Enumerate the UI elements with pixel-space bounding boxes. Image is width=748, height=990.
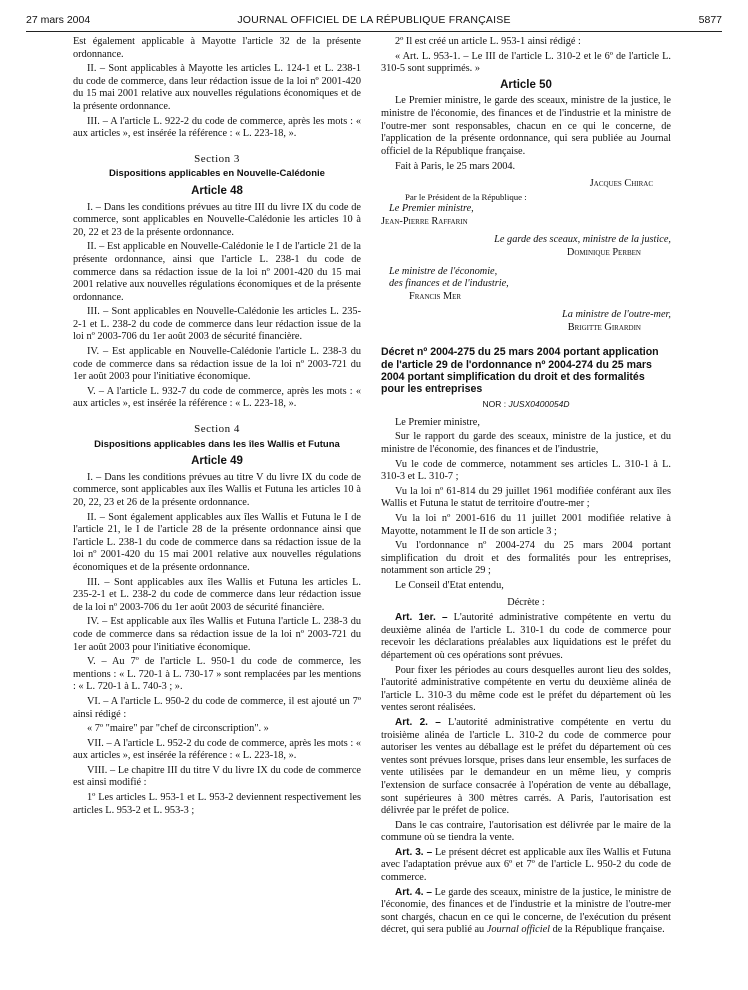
paragraph: Vu l'ordonnance nº 2004-274 du 25 mars 2004 portant simplification du droit et des formalités pour les entreprises, notamment son article 29 ; bbox=[381, 540, 671, 577]
paragraph: Vu la loi nº 2001-616 du 11 juillet 2001 modifiée relative à Mayotte, notamment le II de son article 3 ; bbox=[381, 513, 671, 537]
nor-code: JUSX0400054D bbox=[508, 399, 570, 410]
nor-label: NOR : bbox=[482, 399, 507, 410]
paragraph: VIII. – Le chapitre III du titre V du livre IX du code de commerce est ainsi modifié : bbox=[73, 764, 361, 789]
paragraph: 1º Les articles L. 953-1 et L. 953-2 deviennent respectivement les articles L. 953-2 et L. 953-3 ; bbox=[73, 792, 361, 816]
paragraph: 2º Il est créé un article L. 953-1 ainsi rédigé : bbox=[395, 36, 581, 47]
journal-title: JOURNAL OFFICIEL DE LA RÉPUBLIQUE FRANÇAISE bbox=[237, 14, 511, 26]
right-column bbox=[381, 36, 671, 939]
decree-title: Décret nº 2004-275 du 25 mars 2004 portant application de l'article 29 de l'ordonnance nº 2004-274 du 25 mars 2004 portant simplification du droit et des formalités pour les entreprises bbox=[381, 346, 659, 396]
section-title: Dispositions applicables en Nouvelle-Calédonie bbox=[109, 168, 325, 180]
paragraph: IV. – Est applicable en Nouvelle-Calédonie l'article L. 238-3 du code de commerce dans sa rédaction issue de la loi nº 2003-721 du 1er août 2003 pour l'initiative économique. bbox=[73, 346, 361, 383]
paragraph: Dans le cas contraire, l'autorisation est délivrée par le maire de la commune où se tiendra la vente. bbox=[381, 819, 671, 844]
signatory-name: Francis Mer bbox=[409, 290, 462, 302]
signatory-title: La ministre de l'outre-mer, bbox=[562, 309, 671, 321]
decrete-heading: Décrète : bbox=[507, 596, 545, 608]
article-paragraph bbox=[381, 717, 671, 818]
article-paragraph bbox=[381, 612, 671, 662]
journal-officiel-italic: Journal officiel bbox=[486, 924, 550, 936]
article-text: L'autorité administrative compétente en vertu du troisième alinéa de l'article L. 310-2 du code de commerce pour autoriser les ventes au déballage est le préfet du département où ces ventes sont prévues lorsque, prises dans leur ensemble, les surfaces de vente utilisées par le demandeur en un même lieu, y compris l'extension de surface consacrée à l'opération de vente au déballage, sont supérieures à 300 mètres carrés. A Paris, l'autorisation est délivrée par le préfet de police. bbox=[381, 716, 672, 817]
article-text: Le garde des sceaux, ministre de la justice, le ministre de l'économie, des finances et de l'industrie et la ministre de l'outre-mer sont chargés, chacun en ce qui le concerne, de l'exécution du présent décret, qui sera publié au bbox=[381, 886, 672, 936]
paragraph: Le Premier ministre, le garde des sceaux, ministre de la justice, le ministre de l'économie, des finances et de l'industrie et la ministre de l'outre-mer sont responsables, chacun en ce qui le concerne, de l'application de la présente ordonnance, qui sera publiée au Journal officiel de la République française. bbox=[381, 95, 671, 157]
signatory-name: Brigitte Girardin bbox=[567, 321, 641, 333]
paragraph: « 7º "maire" par "chef de circonscription". » bbox=[87, 723, 269, 735]
article-text: L'autorité administrative compétente en vertu du deuxième alinéa de l'article L. 310-1 du code de commerce pour recevoir les déclarations préalables aux liquidations est le préfet du département où ces opérations sont prévues. bbox=[381, 612, 672, 661]
paragraph: II. – Est applicable en Nouvelle-Calédonie le I de l'article 21 de la présente ordonnance, ainsi que l'article L. 238-1 du code de commerce dans sa rédaction issue de la loi nº 2001-420 du 15 mai 2001 relative aux nouvelles régulations économiques et de la présente ordonnance. bbox=[73, 241, 361, 303]
left-column bbox=[73, 36, 361, 819]
header-date: 27 mars 2004 bbox=[26, 14, 91, 26]
signatory-title: Le ministre de l'économie, bbox=[389, 265, 498, 277]
paragraph: II. – Sont également applicables aux îles Wallis et Futuna le I de l'article 21, le I de l'article 28 de la présente ordonnance ainsi que l'article L. 238-1 du code de commerce dans sa rédaction issue de la loi nº 2001-420 du 15 mai 2001 relative aux nouvelles régulations économiques et de la présente ordonnance. bbox=[73, 511, 361, 573]
page-number: 5877 bbox=[698, 14, 722, 26]
article-paragraph bbox=[381, 847, 671, 885]
paragraph: III. – Sont applicables aux îles Wallis et Futuna les articles L. 235-2-1 et L. 238-2 du code de commerce dans leur rédaction issue de la loi nº 2003-706 du 1er août 2003 de sécurité financière. bbox=[73, 576, 361, 613]
paragraph: Le Premier ministre, bbox=[395, 416, 480, 428]
paragraph: I. – Dans les conditions prévues au titre V du livre IX du code de commerce, sont applicables aux îles Wallis et Futuna les articles 10 à 20, 22, 23 et 26 de la présente ordonnance. bbox=[73, 471, 361, 508]
paragraph: Vu la loi nº 61-814 du 29 juillet 1961 modifiée conférant aux îles Wallis et Futuna le statut de territoire d'outre-mer ; bbox=[381, 485, 671, 510]
page-header bbox=[26, 14, 722, 30]
paragraph: VII. – A l'article L. 952-2 du code de commerce, après les mots : « aux articles », est insérée la référence : « L. 223-18, ». bbox=[73, 737, 361, 762]
article-label: Art. 2. – bbox=[395, 716, 441, 728]
signature-date: Fait à Paris, le 25 mars 2004. bbox=[395, 161, 516, 173]
paragraph: V. – Au 7º de l'article L. 950-1 du code de commerce, les mentions : « L. 720-1 à L. 730-17 » sont remplacées par les mentions : « L. 720-1 à L. 740-3 ; ». bbox=[73, 656, 361, 693]
article-heading: Article 50 bbox=[500, 78, 552, 91]
paragraph: Sur le rapport du garde des sceaux, ministre de la justice, et du ministre de l'économie, des finances et de l'industrie, bbox=[381, 431, 671, 456]
article-heading: Article 48 bbox=[191, 184, 243, 197]
paragraph: VI. – A l'article L. 950-2 du code de commerce, il est ajouté un 7º ainsi rédigé : bbox=[73, 695, 361, 720]
article-text: Le présent décret est applicable aux îles Wallis et Futuna avec l'adaptation prévue aux 6º et 7º de l'article L. 950-2 du code de commerce. bbox=[381, 846, 671, 884]
article-label: Art. 1er. – bbox=[395, 612, 448, 624]
paragraph: IV. – Est applicable aux îles Wallis et Futuna l'article L. 238-3 du code de commerce dans sa rédaction issue de la loi nº 2003-721 du 1er août 2003 pour l'initiative économique. bbox=[73, 616, 361, 653]
section-title: Dispositions applicables dans les îles Wallis et Futuna bbox=[94, 438, 340, 450]
section-label: Section 3 bbox=[194, 152, 240, 165]
section-label: Section 4 bbox=[194, 423, 240, 436]
paragraph: II. – Sont applicables à Mayotte les articles L. 124-1 et L. 238-1 du code de commerce, dans leur rédaction issue de la loi nº 2001-420 du 15 mai 2001 relative aux nouvelles régulations économiques et de la présente ordonnance. bbox=[73, 63, 361, 112]
nor-reference bbox=[381, 398, 671, 411]
article-heading: Article 49 bbox=[191, 455, 243, 468]
signatory-title: Le garde des sceaux, ministre de la justice, bbox=[494, 234, 671, 246]
paragraph: « Art. L. 953-1. – Le III de l'article L. 310-2 et le 6º de l'article L. 310-5 sont supprimés. » bbox=[381, 50, 671, 75]
paragraph: Pour fixer les périodes au cours desquelles auront lieu des soldes, l'autorité administrative compétente en vertu du deuxième alinéa de l'article L. 310-3 du même code est le préfet du département où les ventes seront réalisées. bbox=[381, 664, 671, 714]
signatory-title: des finances et de l'industrie, bbox=[389, 278, 509, 290]
paragraph: Est également applicable à Mayotte l'article 32 de la présente ordonnance. bbox=[73, 36, 361, 60]
signatory-name: Dominique Perben bbox=[566, 246, 641, 258]
signatory-title: Le Premier ministre, bbox=[389, 203, 474, 215]
header-rule bbox=[26, 31, 722, 32]
paragraph: III. – A l'article L. 922-2 du code de commerce, après les mots : « aux articles », est insérée la référence : « L. 223-18, ». bbox=[73, 115, 361, 140]
president-name: Jacques Chirac bbox=[589, 177, 653, 189]
article-label: Art. 3. – bbox=[395, 846, 433, 858]
paragraph: V. – A l'article L. 932-7 du code de commerce, après les mots : « aux articles », est insérée la référence : « L. 223-18, ». bbox=[73, 385, 361, 410]
president-mention: Par le Président de la République : bbox=[405, 191, 527, 202]
article-label: Art. 4. – bbox=[395, 886, 432, 898]
article-paragraph bbox=[381, 887, 671, 937]
article-text: de la République française. bbox=[552, 924, 665, 936]
signatory-name: Jean-Pierre Raffarin bbox=[381, 215, 468, 227]
paragraph: III. – Sont applicables en Nouvelle-Calédonie les articles L. 235-2-1 et L. 238-2 du code de commerce dans leur rédaction issue de la loi nº 2003-706 du 1er août 2003 de sécurité financière. bbox=[73, 306, 361, 343]
paragraph: I. – Dans les conditions prévues au titre III du livre IX du code de commerce, sont applicables en Nouvelle-Calédonie les articles 10 à 20, 22 et 23 de la présente ordonnance. bbox=[73, 201, 361, 238]
paragraph: Vu le code de commerce, notamment ses articles L. 310-1 à L. 310-3 et L. 310-7 ; bbox=[381, 458, 671, 483]
paragraph: Le Conseil d'Etat entendu, bbox=[395, 580, 504, 591]
